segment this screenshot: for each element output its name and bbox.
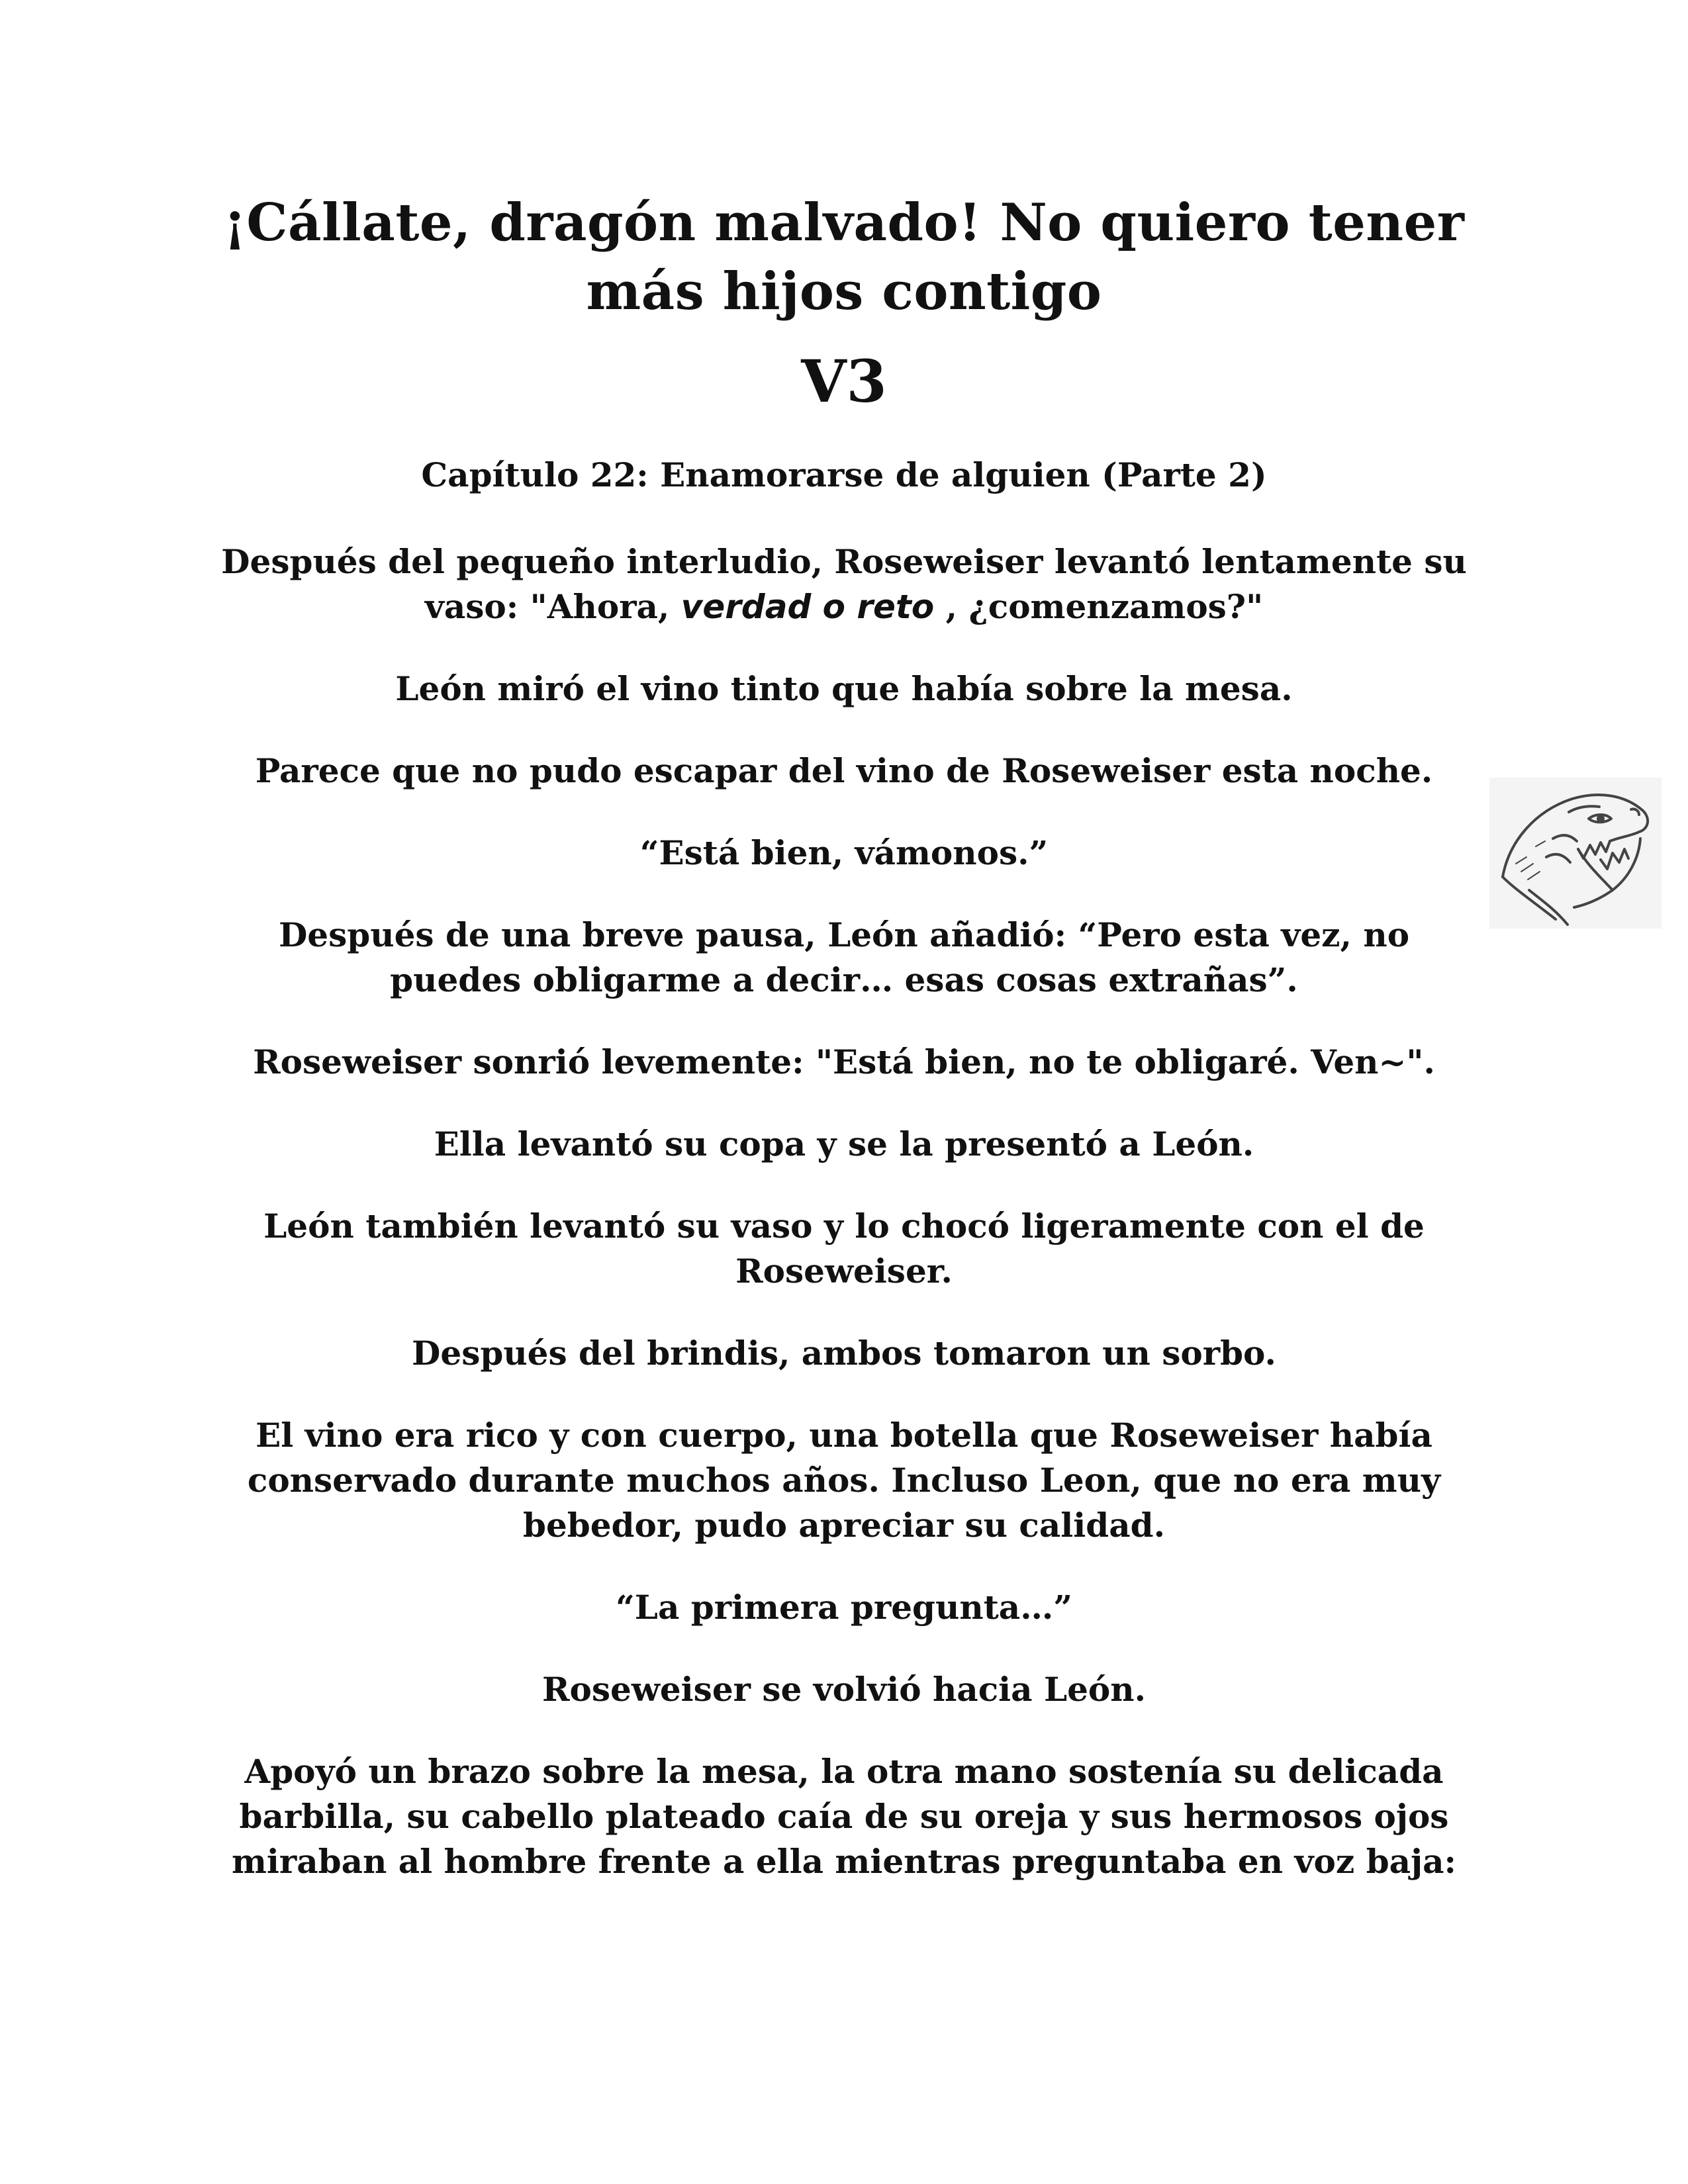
paragraph-13: Apoyó un brazo sobre la mesa, la otra mano sostenía su delicada barbilla, su cabello plateado caía de su oreja y sus hermosos ojos miraban al hombre frente a ella mientras preguntaba en voz baja: bbox=[232, 1752, 1456, 1881]
paragraph-5: Después de una breve pausa, León añadió: “Pero esta vez, no puedes obligarme a decir… esas cosas extrañas”. bbox=[278, 915, 1410, 999]
dinosaur-head-icon bbox=[1489, 778, 1662, 929]
paragraph-2: León miró el vino tinto que había sobre la mesa. bbox=[395, 669, 1293, 708]
paragraph-7: Ella levantó su copa y se la presentó a León. bbox=[434, 1124, 1254, 1163]
paragraph-6: Roseweiser sonrió levemente: "Está bien, no te obligaré. Ven~". bbox=[253, 1042, 1435, 1081]
paragraph-11: “La primera pregunta…” bbox=[616, 1588, 1072, 1627]
volume-label: V3 bbox=[801, 347, 887, 416]
chapter-heading: Capítulo 22: Enamorarse de alguien (Parte 2) bbox=[421, 455, 1267, 494]
title-line-1: ¡Cállate, dragón malvado! No quiero tener bbox=[223, 193, 1465, 253]
title-line-2: más hijos contigo bbox=[586, 261, 1102, 322]
document-body bbox=[218, 189, 1470, 1884]
paragraph-1: Después del pequeño interludio, Roseweiser levantó lentamente su vaso: "Ahora, verdad o reto , ¿comenzamos?" bbox=[221, 542, 1467, 626]
paragraph-9: Después del brindis, ambos tomaron un sorbo. bbox=[412, 1334, 1276, 1373]
emphasis-truth-or-dare: verdad o reto bbox=[680, 588, 935, 626]
paragraph-8: León también levantó su vaso y lo chocó ligeramente con el de Roseweiser. bbox=[263, 1206, 1425, 1291]
paragraph-10: El vino era rico y con cuerpo, una botella que Roseweiser había conservado durante muchos años. Incluso Leon, que no era muy bebedor, pudo apreciar su calidad. bbox=[247, 1416, 1441, 1545]
paragraph-4: “Está bien, vámonos.” bbox=[639, 833, 1049, 872]
paragraph-3: Parece que no pudo escapar del vino de Roseweiser esta noche. bbox=[255, 751, 1433, 790]
book-title bbox=[218, 189, 1470, 326]
paragraph-12: Roseweiser se volvió hacia León. bbox=[541, 1670, 1147, 1709]
